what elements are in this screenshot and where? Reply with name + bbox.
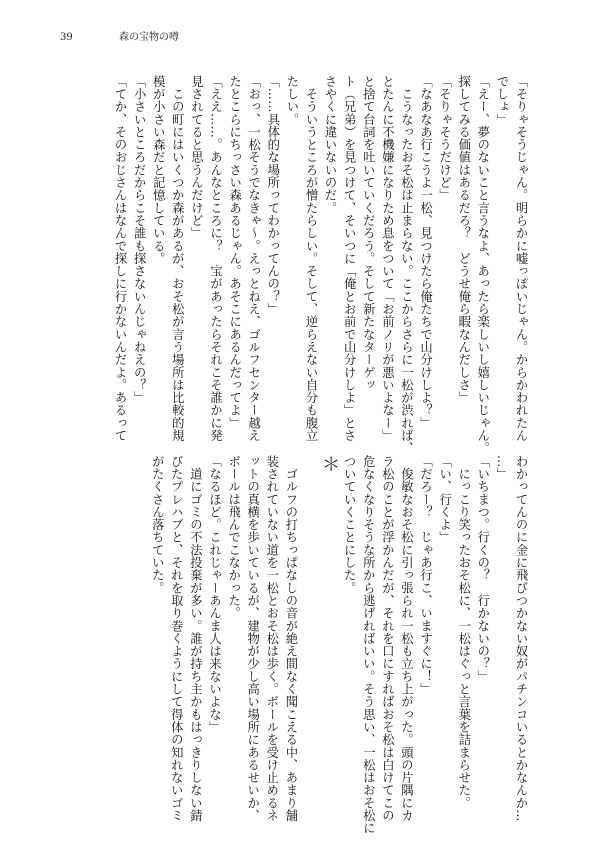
text-line: にっこり笑ったおそ松に、一松はぐっと言葉を詰まらせた。	[456, 455, 471, 810]
text-line	[300, 455, 319, 800]
text-line: 模が小さい森だと記憶している。	[151, 75, 166, 265]
text-line: 「てか、そのおじさんはなんで探しに行かないんだよ。あるって	[113, 75, 128, 442]
page-number: 39	[60, 32, 73, 43]
text-line: とたんに不機嫌になりため息をついて「お前ノリが悪いよなー」	[380, 75, 395, 442]
text-line: でしょ」	[494, 75, 509, 126]
text-line: 「えー、夢のないこと言うなよ、あったら楽しいし嬉しいじゃん。	[475, 75, 490, 455]
text-line: ボールは飛んでこなかった。	[226, 455, 241, 620]
text-line: 「だろー？ じゃあ行こ、いますぐに！」	[418, 455, 433, 696]
page-header	[60, 30, 540, 46]
text-line	[319, 455, 339, 800]
text-line: 「い、行くよ」	[437, 455, 452, 544]
text-line: と捨て台詞を吐いていくだろう。そして新たなターゲッ	[361, 75, 376, 392]
text-line: 道にゴミの不法投棄が多い。誰が持ち主かもはっきりしない錆	[188, 455, 203, 822]
text-line: こうなったおそ松は止まらない。ここからさらに一松が渋れば、	[399, 75, 414, 455]
text-line: 「……具体的な場所ってわかってんの？」	[265, 75, 280, 316]
lower-text-block	[147, 455, 530, 835]
text-line: 「そりゃそうだけど」	[437, 75, 452, 202]
text-line: 「ええ……。あんなところに？ 宝があったらそれこそ誰かに発	[208, 75, 223, 442]
text-line: がたくさん落ちていた。	[150, 455, 165, 595]
text-line: ト（兄弟）を見つけて、そいつに「俺とお前で山分けしよ」とさ	[342, 75, 357, 442]
text-line: たしい。	[284, 75, 299, 126]
text-line: たとこらにちっさい森あるじゃん。あそこにあるんだってよ」	[227, 75, 242, 430]
text-line: びたプレハブと、それを取り巻くようにして得体の知れないゴミ	[169, 455, 184, 822]
text-line: 「小さいところだからこそ誰も探さないんじゃねえの？」	[132, 75, 147, 404]
text-line: 探してみる価値はあるだろ？ どうせ俺ら暇なんだしさ」	[456, 75, 471, 404]
text-line: 「おっ、一松そうでなきゃ～。えっとねえ、ゴルフセンター越え	[246, 75, 261, 442]
text-line: さやくに違いないのだ。	[323, 75, 338, 215]
text-line: 危なくなりそうな所から逃げればいい。そう思い、一松はおそ松に	[361, 455, 376, 835]
scene-break-asterisk: ＊	[319, 455, 341, 474]
text-line: 装されていない道を一松とおそ松は歩く。ボールを受け止めるネ	[264, 455, 279, 822]
text-line: この町にはいくつか森があるが、おそ松が言う場所は比較的規	[170, 75, 185, 442]
text-line: 俊敏なおそ松に引っ張られ一松も立ち上がった。頭の片隅にカ	[399, 455, 414, 822]
text-line: ついていくことにした。	[342, 455, 357, 595]
text-line: ゴルフの打ちっぱなしの音が絶え間なく聞こえる中、あまり舗	[283, 455, 298, 822]
text-line: 「なるほど。これじゃーあんま人は来ないよな」	[207, 455, 222, 734]
text-line: …」	[494, 455, 509, 481]
text-line: ラ松のことが浮かんだが、それを口にすればおそ松は白けてこの	[380, 455, 395, 822]
text-line: そういうところが憎たらしい。そして、逆らえない自分も腹立	[303, 75, 318, 442]
upper-text-block	[110, 75, 530, 455]
running-title: 森の宝物の噂	[119, 32, 179, 43]
text-line: ットの真横を歩いているが、建物が少し高い場所にあるせいか、	[245, 455, 260, 822]
text-line: 「そりゃそうじゃん。明らかに嘘っぽいじゃん。からかわれたん	[514, 75, 528, 442]
text-line: わかってんのに金に飛びつかない奴がパチンコいるとかなんか…	[514, 455, 528, 822]
text-line: 「いちまつ。行くの？ 行かないの？」	[475, 455, 490, 683]
text-line: 見されてると思うんだけど」	[189, 75, 204, 240]
text-line: 「なあなあ行こうよ一松、見つけたら俺たちで山分けしよ？」	[418, 75, 433, 430]
